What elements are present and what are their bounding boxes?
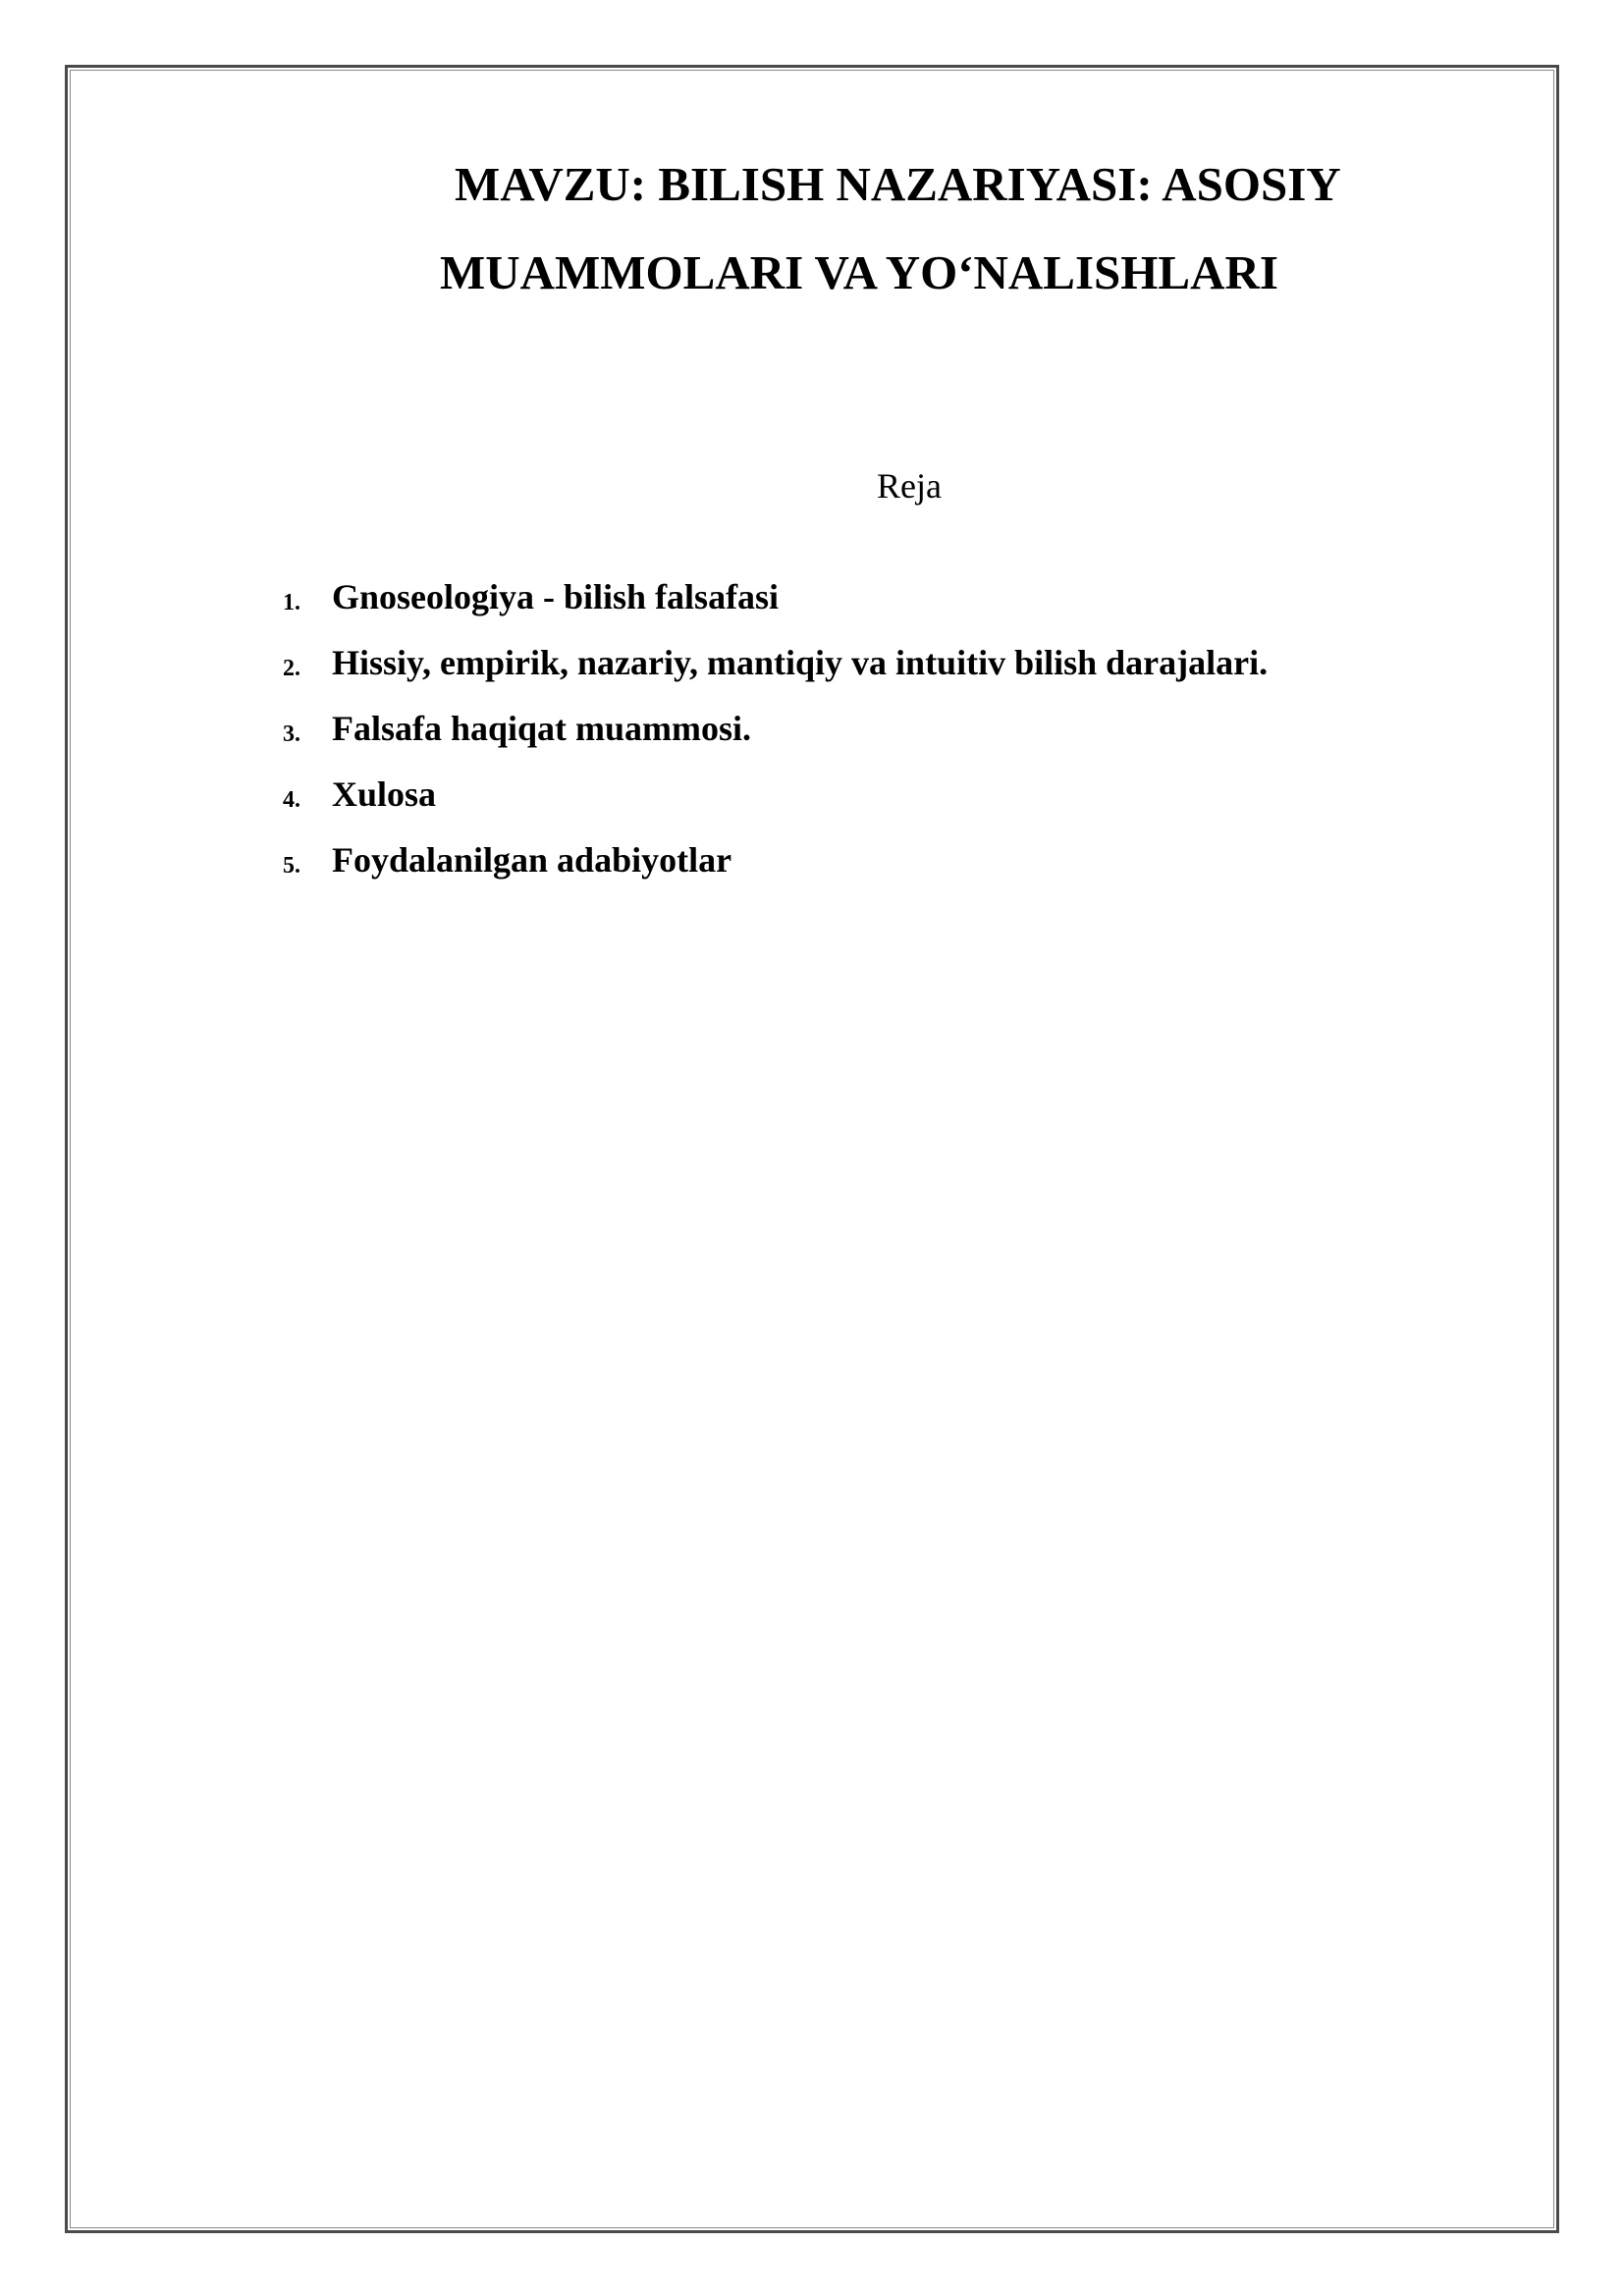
plan-item-number: 5. <box>283 853 300 879</box>
plan-item-text: Gnoseologiya - bilish falsafasi <box>332 577 780 616</box>
plan-item-number: 1. <box>283 590 300 615</box>
title-line-1: MAVZU: BILISH NAZARIYASI: ASOSIY <box>455 157 1341 211</box>
plan-heading-text: Reja <box>877 466 942 506</box>
plan-item-number: 4. <box>283 787 300 813</box>
plan-item-text: Hissiy, empirik, nazariy, mantiqiy va intuitiv bilish darajalari. <box>332 643 1269 682</box>
plan-item <box>283 645 1461 688</box>
plan-item <box>283 579 1461 622</box>
plan-item <box>283 711 1461 754</box>
page-border <box>65 65 1559 2233</box>
plan-item-text: Xulosa <box>332 774 437 814</box>
plan-item-number: 3. <box>283 721 300 747</box>
plan-item-number: 2. <box>283 656 300 681</box>
plan-item-text: Foydalanilgan adabiyotlar <box>332 840 732 880</box>
plan-item-text: Falsafa haqiqat muammosi. <box>332 709 752 748</box>
title-line-2: MUAMMOLARI VA YO‘NALISHLARI <box>440 245 1278 299</box>
plan-item <box>283 842 1461 885</box>
plan-item <box>283 776 1461 820</box>
